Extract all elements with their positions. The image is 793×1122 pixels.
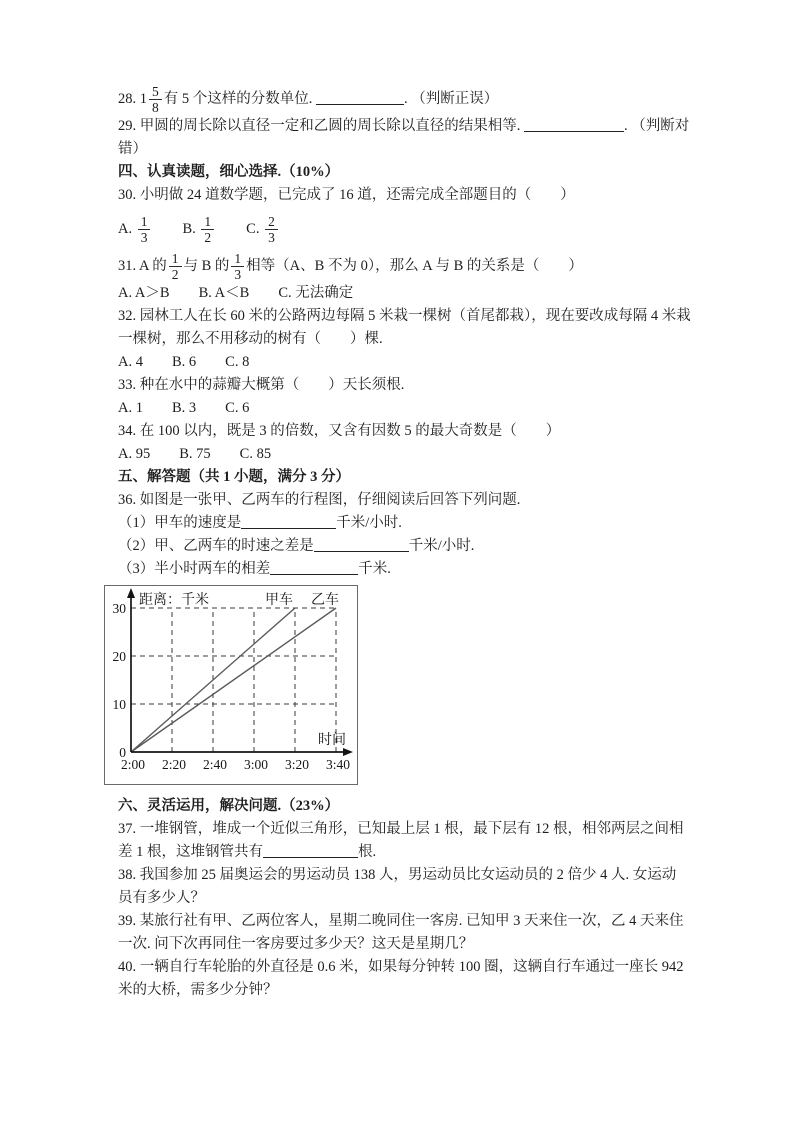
svg-text:20: 20: [112, 649, 126, 665]
option-30-b: B. $\frac{1}{2}$: [182, 221, 216, 237]
question-30-stem: 30. 小明做 24 道数学题，已完成了 16 道，还需完成全部题目的（ ）: [118, 187, 575, 204]
question-36-stem: 36. 如图是一张甲、乙两车的行程图，仔细阅读后回答下列问题.: [118, 492, 521, 509]
question-38-line2: 员有多少人？: [118, 890, 205, 907]
question-28-lead: 28. 1: [118, 90, 147, 107]
question-29-line2: 错）: [118, 141, 147, 158]
fraction-1-2: $\frac{1}{2}$: [167, 251, 184, 282]
svg-text:甲车: 甲车: [265, 593, 293, 609]
question-31-stem: 31. A 的 $\frac{1}{2}$ 与 B 的 $\frac{1}{3}$ 相等（A、B 不为 0），那么 A 与 B 的关系是（ ）: [118, 251, 583, 283]
exam-content: [112, 84, 718, 1002]
fraction-1-3: $\frac{1}{3}$: [229, 251, 246, 282]
question-39-line2: 一次. 问下次再同住一客房要过多少天？这天是星期几？: [118, 936, 474, 953]
question-33-stem: 33. 种在水中的蒜瓣大概第（ ）天长须根.: [118, 377, 405, 394]
question-40-line1: 40. 一辆自行车轮胎的外直径是 0.6 米，如果每分钟转 100 圈，这辆自行车通过一座长 942: [118, 959, 684, 976]
question-33-options: A. 1 B. 3 C. 6: [118, 400, 250, 417]
question-40-line2: 米的大桥，需多少分钟？: [118, 982, 278, 999]
question-36-sub1: （1）甲车的速度是 千米/小时.: [118, 515, 402, 532]
question-39-line1: 39. 某旅行社有甲、乙两位客人，星期二晚同住一客房. 已知甲 3 天来住一次，乙 4 天来住: [118, 913, 684, 930]
question-38-line1: 38. 我国参加 25 届奥运会的男运动员 138 人，男运动员比女运动员的 2 倍少 4 人. 女运动: [118, 867, 677, 884]
question-37-line2: 差 1 根，这堆钢管共有 根.: [118, 844, 377, 861]
svg-text:乙车: 乙车: [311, 593, 339, 609]
question-32-stem-line1: 32. 园林工人在长 60 米的公路两边每隔 5 米栽一棵树（首尾都栽），现在要改成每隔 4 米栽: [118, 308, 691, 325]
svg-text:距离：千米: 距离：千米: [139, 593, 209, 609]
answer-blank-q28: [316, 90, 404, 105]
fraction-2-3: $\frac{2}{3}$: [263, 214, 280, 245]
section-6-apply: [118, 795, 718, 1002]
question-34-stem: 34. 在 100 以内，既是 3 的倍数，又含有因数 5 的最大奇数是（ ）: [118, 423, 561, 440]
question-36-sub3: （3）半小时两车的相差 千米.: [118, 561, 391, 578]
svg-text:10: 10: [112, 697, 126, 713]
question-28: [118, 84, 718, 115]
svg-text:3:00: 3:00: [243, 757, 269, 773]
answer-blank-q36-3: [270, 560, 358, 575]
fraction-1-2: $\frac{1}{2}$: [199, 214, 216, 245]
question-34-options: A. 95 B. 75 C. 85: [118, 446, 272, 463]
svg-text:3:20: 3:20: [284, 757, 310, 773]
answer-blank-q36-2: [314, 537, 409, 552]
svg-text:0: 0: [119, 745, 126, 761]
travel-chart-figure: [104, 585, 358, 785]
question-37-line1: 37. 一堆钢管，堆成一个近似三角形，已知最上层 1 根，最下层有 12 根，相邻两层之间相: [118, 821, 684, 838]
answer-blank-q29: [524, 117, 624, 132]
svg-text:2:00: 2:00: [120, 757, 146, 773]
section-6-heading: 六、灵活运用，解决问题.（23%）: [118, 798, 340, 815]
fraction-1-3: $\frac{1}{3}$: [136, 214, 153, 245]
option-30-a: A. $\frac{1}{3}$: [118, 221, 152, 237]
question-31-options: A. A＞B B. A＜B C. 无法确定: [118, 285, 354, 302]
fraction-5-8: $\frac{5}{8}$: [147, 84, 164, 115]
section-4-heading: 四、认真读题，细心选择.（10%）: [118, 164, 340, 181]
section-4-choice: [118, 161, 718, 466]
question-32-stem-line2: 一棵树，那么不用移动的树有（ ）棵.: [118, 331, 383, 348]
svg-text:2:20: 2:20: [161, 757, 187, 773]
svg-text:3:40: 3:40: [325, 757, 351, 773]
svg-text:2:40: 2:40: [202, 757, 228, 773]
question-29-line1: 29. 甲圆的周长除以直径一定和乙圆的周长除以直径的结果相等. . （判断对: [118, 118, 690, 135]
option-30-c: C. $\frac{2}{3}$: [246, 221, 280, 237]
question-30-options: [118, 209, 718, 249]
section-5-heading: 五、解答题（共 1 小题，满分 3 分）: [118, 469, 350, 486]
answer-blank-q37: [263, 843, 358, 858]
section-5-solve: [112, 466, 718, 785]
svg-text:30: 30: [112, 601, 126, 617]
question-28-text: 有 5 个这样的分数单位.: [163, 90, 316, 107]
question-28-tail: . （判断正误）: [404, 90, 499, 107]
travel-chart-svg: [105, 586, 355, 782]
question-36-sub2: （2）甲、乙两车的时速之差是 千米/小时.: [118, 538, 475, 555]
answer-blank-q36-1: [241, 514, 336, 529]
svg-text:时间: 时间: [318, 733, 346, 749]
question-32-options: A. 4 B. 6 C. 8: [118, 354, 250, 371]
